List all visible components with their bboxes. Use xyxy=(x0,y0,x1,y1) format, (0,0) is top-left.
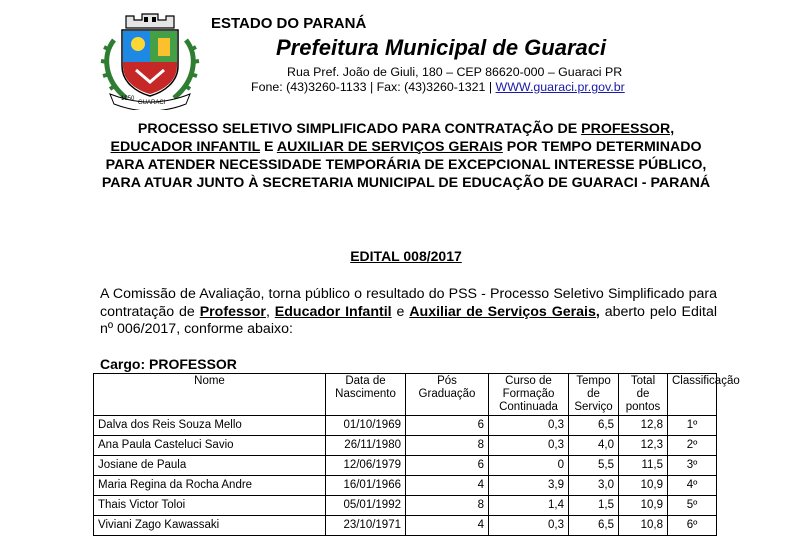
cargo-heading: Cargo: PROFESSOR xyxy=(100,356,237,372)
state-name: ESTADO DO PARANÁ xyxy=(211,15,367,32)
cell-total: 11,5 xyxy=(619,456,668,476)
website-link[interactable]: WWW.guaraci.pr.gov.br xyxy=(495,80,625,94)
cell-tempo: 6,5 xyxy=(569,516,619,536)
cell-nome: Thais Victor Toloi xyxy=(94,496,326,516)
municipality-title: Prefeitura Municipal de Guaraci xyxy=(276,35,607,60)
cell-formacao: 0,3 xyxy=(489,516,569,536)
cell-nome: Ana Paula Casteluci Savio xyxy=(94,436,326,456)
cell-formacao: 1,4 xyxy=(489,496,569,516)
crest-year-text: 1950 xyxy=(121,96,135,102)
cell-pos-graduacao: 6 xyxy=(406,416,489,436)
title-part2: POR TEMPO DETERMINADO PARA ATENDER NECESSIDADE TEMPORÁRIA DE EXCEPCIONAL INTERESSE PÚBLICO, PARA ATUAR JUNTO À SECRETARIA MUNICIPAL DE EDUCAÇÃO DE GUARACI - PARANÁ xyxy=(101,139,711,191)
col-header-total: Total de pontos xyxy=(619,374,668,416)
cell-tempo: 1,5 xyxy=(569,496,619,516)
col-header-tempo: Tempo de Serviço xyxy=(569,374,619,416)
cell-nascimento: 05/01/1992 xyxy=(326,496,406,516)
cell-tempo: 4,0 xyxy=(569,436,619,456)
col-header-classificacao: Classificação xyxy=(668,374,717,416)
cell-nome: Dalva dos Reis Souza Mello xyxy=(94,416,326,436)
contact-line xyxy=(251,80,625,94)
intro-professor: Professor xyxy=(199,303,266,320)
cell-formacao: 0,3 xyxy=(489,416,569,436)
intro-paragraph xyxy=(100,286,717,339)
cell-nome: Josiane de Paula xyxy=(94,456,326,476)
table-header-row xyxy=(94,374,717,416)
intro-text2: aberto pelo Edital nº 006/2017, conforme abaixo: xyxy=(100,303,718,337)
cell-nascimento: 01/10/1969 xyxy=(326,416,406,436)
edital-number: EDITAL 008/2017 xyxy=(350,248,462,264)
col-header-nascimento: Data de Nascimento xyxy=(326,374,406,416)
cell-total: 12,8 xyxy=(619,416,668,436)
intro-comma: , xyxy=(265,303,275,320)
table-row xyxy=(94,416,717,436)
cell-classificacao: 3º xyxy=(668,456,717,476)
cell-total: 10,9 xyxy=(619,496,668,516)
document-title xyxy=(96,120,716,192)
cell-classificacao: 2º xyxy=(668,436,717,456)
intro-auxiliar: Auxiliar de Serviços Gerais, xyxy=(409,303,600,320)
cell-pos-graduacao: 6 xyxy=(406,456,489,476)
cell-tempo: 3,0 xyxy=(569,476,619,496)
cell-classificacao: 6º xyxy=(668,516,717,536)
cell-nascimento: 26/11/1980 xyxy=(326,436,406,456)
cell-pos-graduacao: 4 xyxy=(406,516,489,536)
cell-classificacao: 1º xyxy=(668,416,717,436)
results-table xyxy=(93,373,740,536)
contact-phones: Fone: (43)3260-1133 | Fax: (43)3260-1321 | xyxy=(251,80,496,94)
address-line: Rua Pref. João de Giuli, 180 – CEP 86620-000 – Guaraci PR xyxy=(287,65,623,79)
col-header-nome: Nome xyxy=(94,374,326,416)
intro-text1: A Comissão de Avaliação, torna público o resultado do PSS - Processo Seletivo Simplificado para contratação de xyxy=(100,286,717,320)
cell-nascimento: 16/01/1966 xyxy=(326,476,406,496)
cell-classificacao: 4º xyxy=(668,476,717,496)
title-educador: EDUCADOR INFANTIL xyxy=(110,139,261,155)
cell-tempo: 6,5 xyxy=(569,416,619,436)
title-professor: PROFESSOR, xyxy=(581,121,675,137)
cell-pos-graduacao: 8 xyxy=(406,436,489,456)
title-e: E xyxy=(260,139,277,155)
intro-e: e xyxy=(391,303,410,320)
cell-nome: Maria Regina da Rocha Andre xyxy=(94,476,326,496)
cell-tempo: 5,5 xyxy=(569,456,619,476)
coat-of-arms-icon xyxy=(96,10,204,110)
crest-name-text: GUARACI xyxy=(138,100,166,106)
intro-educador: Educador Infantil xyxy=(274,303,392,320)
table-row xyxy=(94,516,717,536)
cell-pos-graduacao: 4 xyxy=(406,476,489,496)
cell-total: 12,3 xyxy=(619,436,668,456)
cell-classificacao: 5º xyxy=(668,496,717,516)
cell-formacao: 0,3 xyxy=(489,436,569,456)
table-row xyxy=(94,436,717,456)
title-part1: PROCESSO SELETIVO SIMPLIFICADO PARA CONTRATAÇÃO DE xyxy=(137,121,582,137)
col-header-formacao: Curso de Formação Continuada xyxy=(489,374,569,416)
cell-nascimento: 12/06/1979 xyxy=(326,456,406,476)
table-row xyxy=(94,476,717,496)
table-row xyxy=(94,456,717,476)
cell-formacao: 3,9 xyxy=(489,476,569,496)
col-header-pos-graduacao: Pós Graduação xyxy=(406,374,489,416)
cell-total: 10,8 xyxy=(619,516,668,536)
title-auxiliar: AUXILIAR DE SERVIÇOS GERAIS xyxy=(276,139,503,155)
cell-nome: Viviani Zago Kawassaki xyxy=(94,516,326,536)
cell-nascimento: 23/10/1971 xyxy=(326,516,406,536)
cell-formacao: 0 xyxy=(489,456,569,476)
table-row xyxy=(94,496,717,516)
cell-pos-graduacao: 8 xyxy=(406,496,489,516)
cell-total: 10,9 xyxy=(619,476,668,496)
